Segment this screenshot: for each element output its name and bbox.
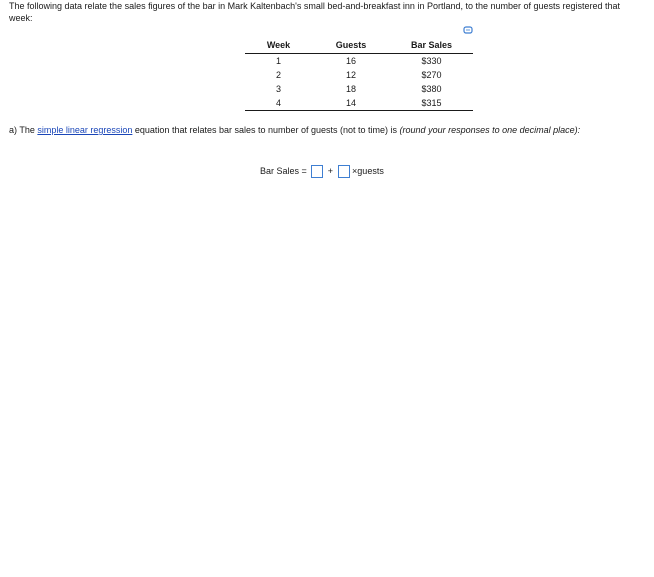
cell-guests: 18 <box>345 84 356 94</box>
cell-guests: 14 <box>312 96 390 111</box>
intercept-input[interactable] <box>311 165 323 178</box>
cell-week: 1 <box>275 56 281 66</box>
question-a <box>9 124 649 136</box>
cell-guests: 12 <box>345 70 356 80</box>
problem-intro <box>9 0 639 24</box>
cell-week: 4 <box>245 96 312 111</box>
slope-input[interactable] <box>338 165 350 178</box>
header-bar-sales: Bar Sales <box>390 37 473 54</box>
cell-guests: 16 <box>345 56 356 66</box>
header-guests: Guests <box>312 37 390 54</box>
table-row <box>245 82 473 96</box>
intro-text: The following data relate the sales figures of the bar in Mark Kaltenbach's small bed-and-breakfast inn in Portland, to the number of guests registered that week: <box>9 1 621 23</box>
cell-week: 3 <box>275 84 281 94</box>
guests-suffix: ×guests <box>352 166 384 176</box>
question-middle: equation that relates bar sales to number of guests (not to time) is <box>132 125 400 135</box>
cell-bar-sales: $315 <box>390 96 473 111</box>
table-row <box>245 54 473 69</box>
question-prefix: a) The <box>9 125 38 135</box>
simple-linear-regression-link[interactable]: simple linear regression <box>37 125 133 135</box>
cell-bar-sales: $270 <box>421 70 442 80</box>
table-header-row <box>245 37 473 54</box>
table-row <box>245 68 473 82</box>
data-table <box>245 37 473 111</box>
cell-week: 2 <box>275 70 281 80</box>
bar-sales-label: Bar Sales = <box>260 166 307 176</box>
cell-bar-sales: $380 <box>421 84 442 94</box>
regression-equation <box>260 163 384 179</box>
header-week: Week <box>245 37 312 54</box>
table-row <box>245 96 473 111</box>
rounding-note: (round your responses to one decimal place): <box>399 125 581 135</box>
cell-bar-sales: $330 <box>421 56 442 66</box>
copy-table-icon[interactable] <box>463 26 473 35</box>
plus-sign: + <box>327 166 334 176</box>
